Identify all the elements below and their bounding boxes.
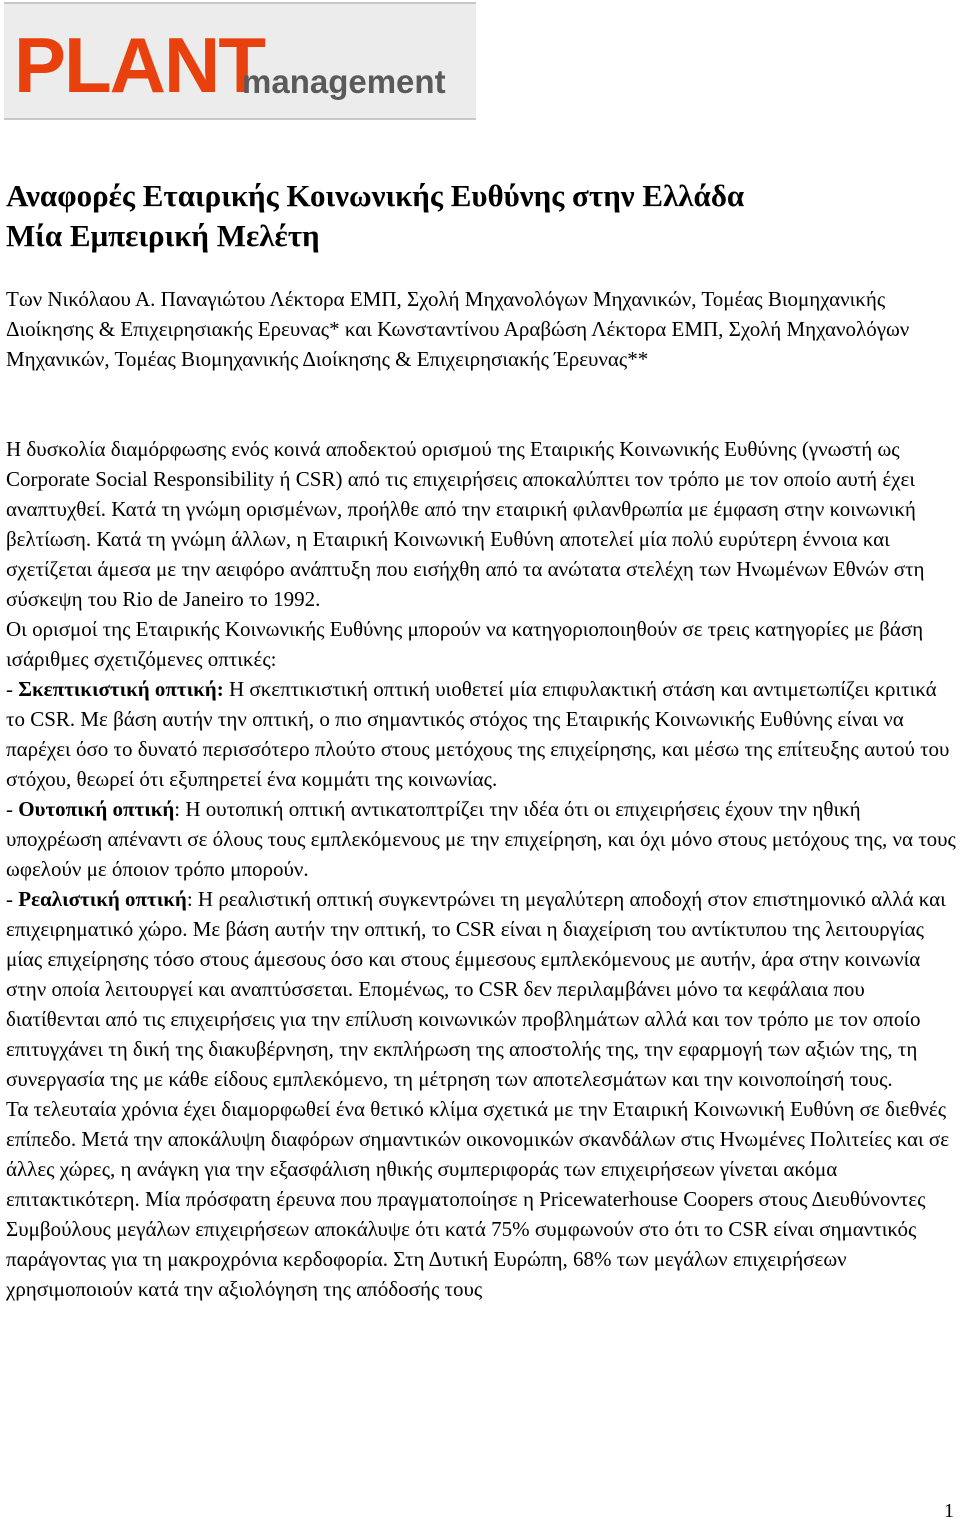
bullet-utopian [6, 794, 958, 884]
logo-secondary-text: management [242, 63, 446, 100]
article-title [6, 176, 936, 256]
bullet-text-realistic: : Η ρεαλιστική οπτική συγκεντρώνει τη μεγαλύτερη αποδοχή στον επιστημονικό αλλά και επιχειρηματικό χώρο. Με βάση αυτήν την οπτική, το CSR είναι η διαχείριση του αντίκτυπου της λειτουργίας μίας επιχείρησης τόσο στους άμεσους όσο και στους έμμεσους εμπλεκόμενους με αυτήν, άρα στην κοινωνία στην οποία λειτουργεί και αναπτύσσεται. Επομένως, το CSR δεν περιλαμβάνει μόνο τα κεφάλαια που διατίθενται από τις επιχειρήσεις για την επίλυση κοινωνικών προβλημάτων αλλά και τον τρόπο με τον οποίο επιτυγχάνει τη δική της διακυβέρνηση, την εκπλήρωση της αποστολής της, την εφαρμογή των αξιών της, τη συνεργασία της με κάθε είδους εμπλεκόμενο, τη μέτρηση των αποτελεσμάτων και την κοινοποίησή τους. [6, 887, 946, 1091]
bullet-skeptical [6, 674, 958, 794]
plant-management-logo [4, 2, 476, 120]
article-body [6, 434, 958, 1304]
title-line-1: Αναφορές Εταιρικής Κοινωνικής Ευθύνης στην Ελλάδα [6, 178, 745, 213]
authors-paragraph: Των Νικόλαου Α. Παναγιώτου Λέκτορα ΕΜΠ, Σχολή Μηχανολόγων Μηχανικών, Τομέας Βιομηχανικής Διοίκησης & Επιχειρησιακής Ερευνας* και Κωνσταντίνου Αραβώση Λέκτορα ΕΜΠ, Σχολή Μηχανολόγων Μηχανικών, Τομέας Βιομηχανικής Διοίκησης & Επιχειρησιακής Έρευνας** [6, 287, 910, 371]
title-line-2: Μία Εμπειρική Μελέτη [6, 218, 320, 253]
body-paragraph-1: Η δυσκολία διαμόρφωσης ενός κοινά αποδεκτού ορισμού της Εταιρικής Κοινωνικής Ευθύνης (γνωστή ως Corporate Social Responsibility ή CSR) από τις επιχειρήσεις αποκαλύπτει τον τρόπο με τον οποίο αυτή έχει αναπτυχθεί. Κατά τη γνώμη ορισμένων, προήλθε από την εταιρική φιλανθρωπία με έμφαση στην κοινωνική βελτίωση. Κατά τη γνώμη άλλων, η Εταιρική Κοινωνική Ευθύνη αποτελεί μία πολύ ευρύτερη έννοια και σχετίζεται άμεσα με την αειφόρο ανάπτυξη που εισήχθη από τα ανώτατα στελέχη των Ηνωμένων Εθνών στη σύσκεψη του Rio de Janeiro το 1992. [6, 437, 925, 611]
body-paragraph-2: Οι ορισμοί της Εταιρικής Κοινωνικής Ευθύνης μπορούν να κατηγοριοποιηθούν σε τρεις κατηγορίες με βάση ισάριθμες σχετιζόμενες οπτικές: [6, 617, 924, 671]
body-paragraph-3: Τα τελευταία χρόνια έχει διαμορφωθεί ένα θετικό κλίμα σχετικά με την Εταιρική Κοινωνική Ευθύνη σε διεθνές επίπεδο. Μετά την αποκάλυψη διαφόρων σημαντικών οικονομικών σκανδάλων στις Ηνωμένες Πολιτείες και σε άλλες χώρες, η ανάγκη για την εξασφάλιση ηθικής συμπεριφοράς των επιχειρήσεων γίνεται ακόμα επιτακτικότερη. Μία πρόσφατη έρευνα που πραγματοποίησε η Pricewaterhouse Coopers στους Διευθύνοντες Συμβούλους μεγάλων επιχειρήσεων αποκάλυψε ότι κατά 75% συμφωνούν στο ότι το CSR είναι σημαντικός παράγοντας για τη μακροχρόνια κερδοφορία. Στη Δυτική Ευρώπη, 68% των μεγάλων επιχειρήσεων χρησιμοποιούν κατά την αξιολόγηση της απόδοσής τους [6, 1097, 950, 1301]
bullet-term-realistic: Ρεαλιστική οπτική [18, 887, 187, 911]
bullet-term-utopian: Ουτοπική οπτική [18, 797, 175, 821]
bullet-realistic [6, 884, 958, 1094]
page-number: 1 [944, 1500, 954, 1522]
bullet-text-skeptical: Η σκεπτικιστική οπτική υιοθετεί μία επιφυλακτική στάση και αντιμετωπίζει κριτικά το CSR. Με βάση αυτήν την οπτική, ο πιο σημαντικός στόχος της Εταιρικής Κοινωνικής Ευθύνης είναι να παρέχει όσο το δυνατό περισσότερο πλούτο στους μετόχους της επιχείρησης, και μέσω της επίτευξης αυτού του στόχου, θεωρεί ότι εξυπηρετεί ένα κομμάτι της κοινωνίας. [6, 677, 950, 791]
bullet-dash: - [6, 677, 19, 701]
bullet-text-utopian: : Η ουτοπική οπτική αντικατοπτρίζει την ιδέα ότι οι επιχειρήσεις έχουν την ηθική υποχρέωση απέναντι σε όλους τους εμπλεκόμενους με την επιχείρηση, και όχι μόνο στους μετόχους της, να τους ωφελούν με όποιον τρόπο μπορούν. [6, 797, 956, 881]
bullet-dash: - [6, 797, 19, 821]
bullet-term-skeptical: Σκεπτικιστική οπτική: [18, 677, 224, 701]
logo-primary-text: PLANT [14, 21, 264, 109]
bullet-dash: - [6, 887, 19, 911]
